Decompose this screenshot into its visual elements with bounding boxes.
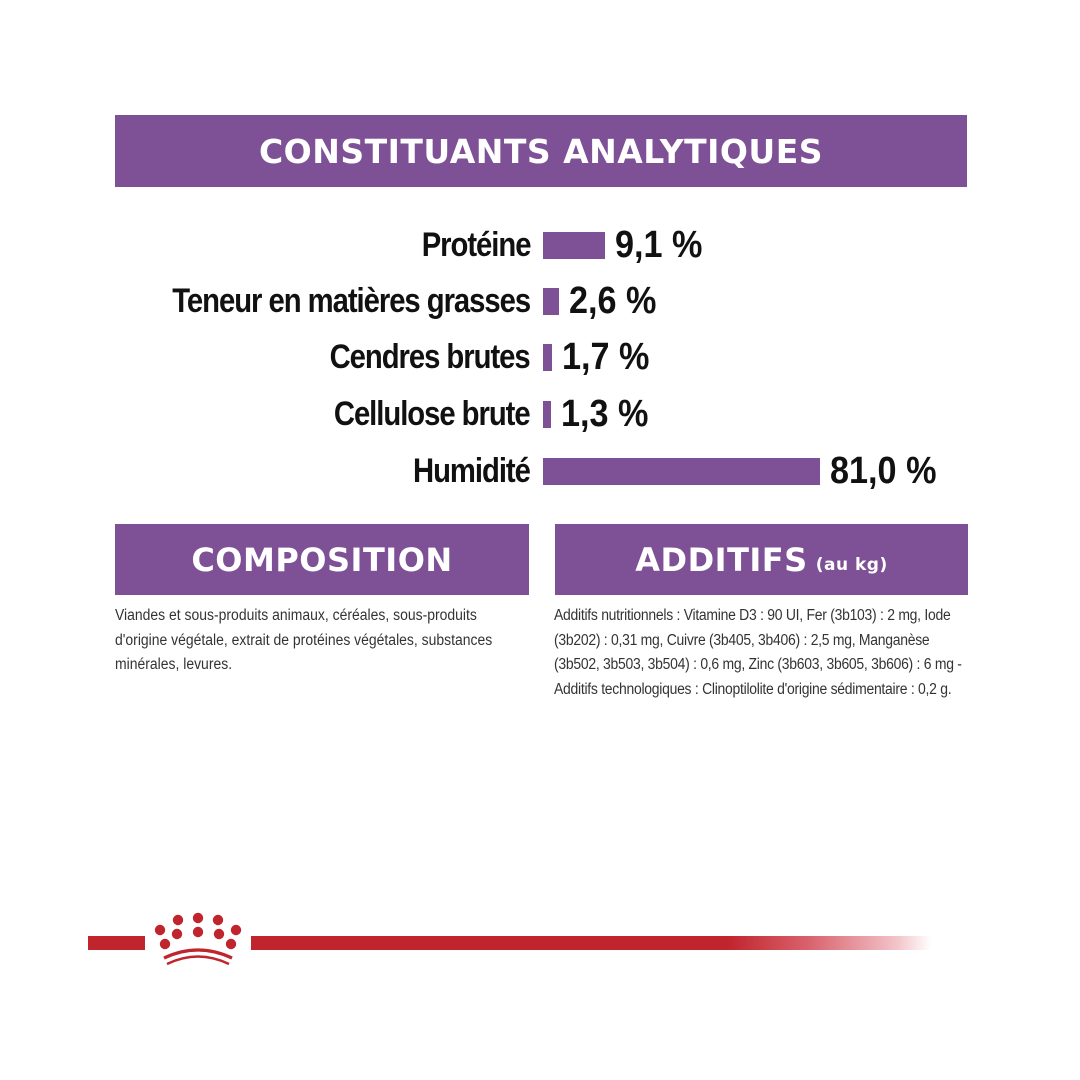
additifs-title: ADDITIFS <box>635 540 808 579</box>
constituants-analytiques-banner <box>115 115 967 187</box>
chart-row <box>0 389 1080 439</box>
footer-red-line-right <box>251 936 931 950</box>
chart-bar <box>543 401 551 428</box>
crown-icon <box>148 912 248 970</box>
footer-red-line-left <box>88 936 145 950</box>
chart-row-value: 1,7 % <box>562 336 650 378</box>
chart-row-value: 81,0 % <box>830 450 937 492</box>
additifs-unit: (au kg) <box>815 554 888 575</box>
chart-row <box>0 446 1080 496</box>
chart-bar <box>543 288 559 315</box>
chart-row <box>0 220 1080 270</box>
composition-title: COMPOSITION <box>191 540 453 579</box>
chart-row-label: Protéine <box>421 226 530 264</box>
chart-row-value: 1,3 % <box>561 393 649 435</box>
composition-text: Viandes et sous-produits animaux, céréales, sous-produits d'origine végétale, extrait de protéines végétales, substances minérales, levures. <box>115 607 493 673</box>
additifs-banner <box>555 524 968 595</box>
chart-bar <box>543 458 820 485</box>
chart-row <box>0 276 1080 326</box>
chart-bar <box>543 344 552 371</box>
chart-row-label: Cendres brutes <box>329 338 530 376</box>
chart-bar <box>543 232 605 259</box>
composition-banner <box>115 524 529 595</box>
additifs-text: Additifs nutritionnels : Vitamine D3 : 90 UI, Fer (3b103) : 2 mg, Iode (3b202) : 0,31 mg, Cuivre (3b405, 3b406) : 2,5 mg, Manganèse (3b502, 3b503, 3b504) : 0,6 mg, Zinc (3b603, 3b605, 3b606) : 6 mg - Additifs technologiques : Clinoptilolite d'origine sédimentaire : 0,2 g. <box>554 607 962 698</box>
chart-row-label: Teneur en matières grasses <box>172 282 530 320</box>
chart-row <box>0 332 1080 382</box>
chart-row-value: 2,6 % <box>569 280 657 322</box>
section-title: CONSTITUANTS ANALYTIQUES <box>258 131 824 171</box>
chart-row-label: Cellulose brute <box>334 395 530 433</box>
chart-row-value: 9,1 % <box>615 224 703 266</box>
chart-row-label: Humidité <box>413 452 530 490</box>
